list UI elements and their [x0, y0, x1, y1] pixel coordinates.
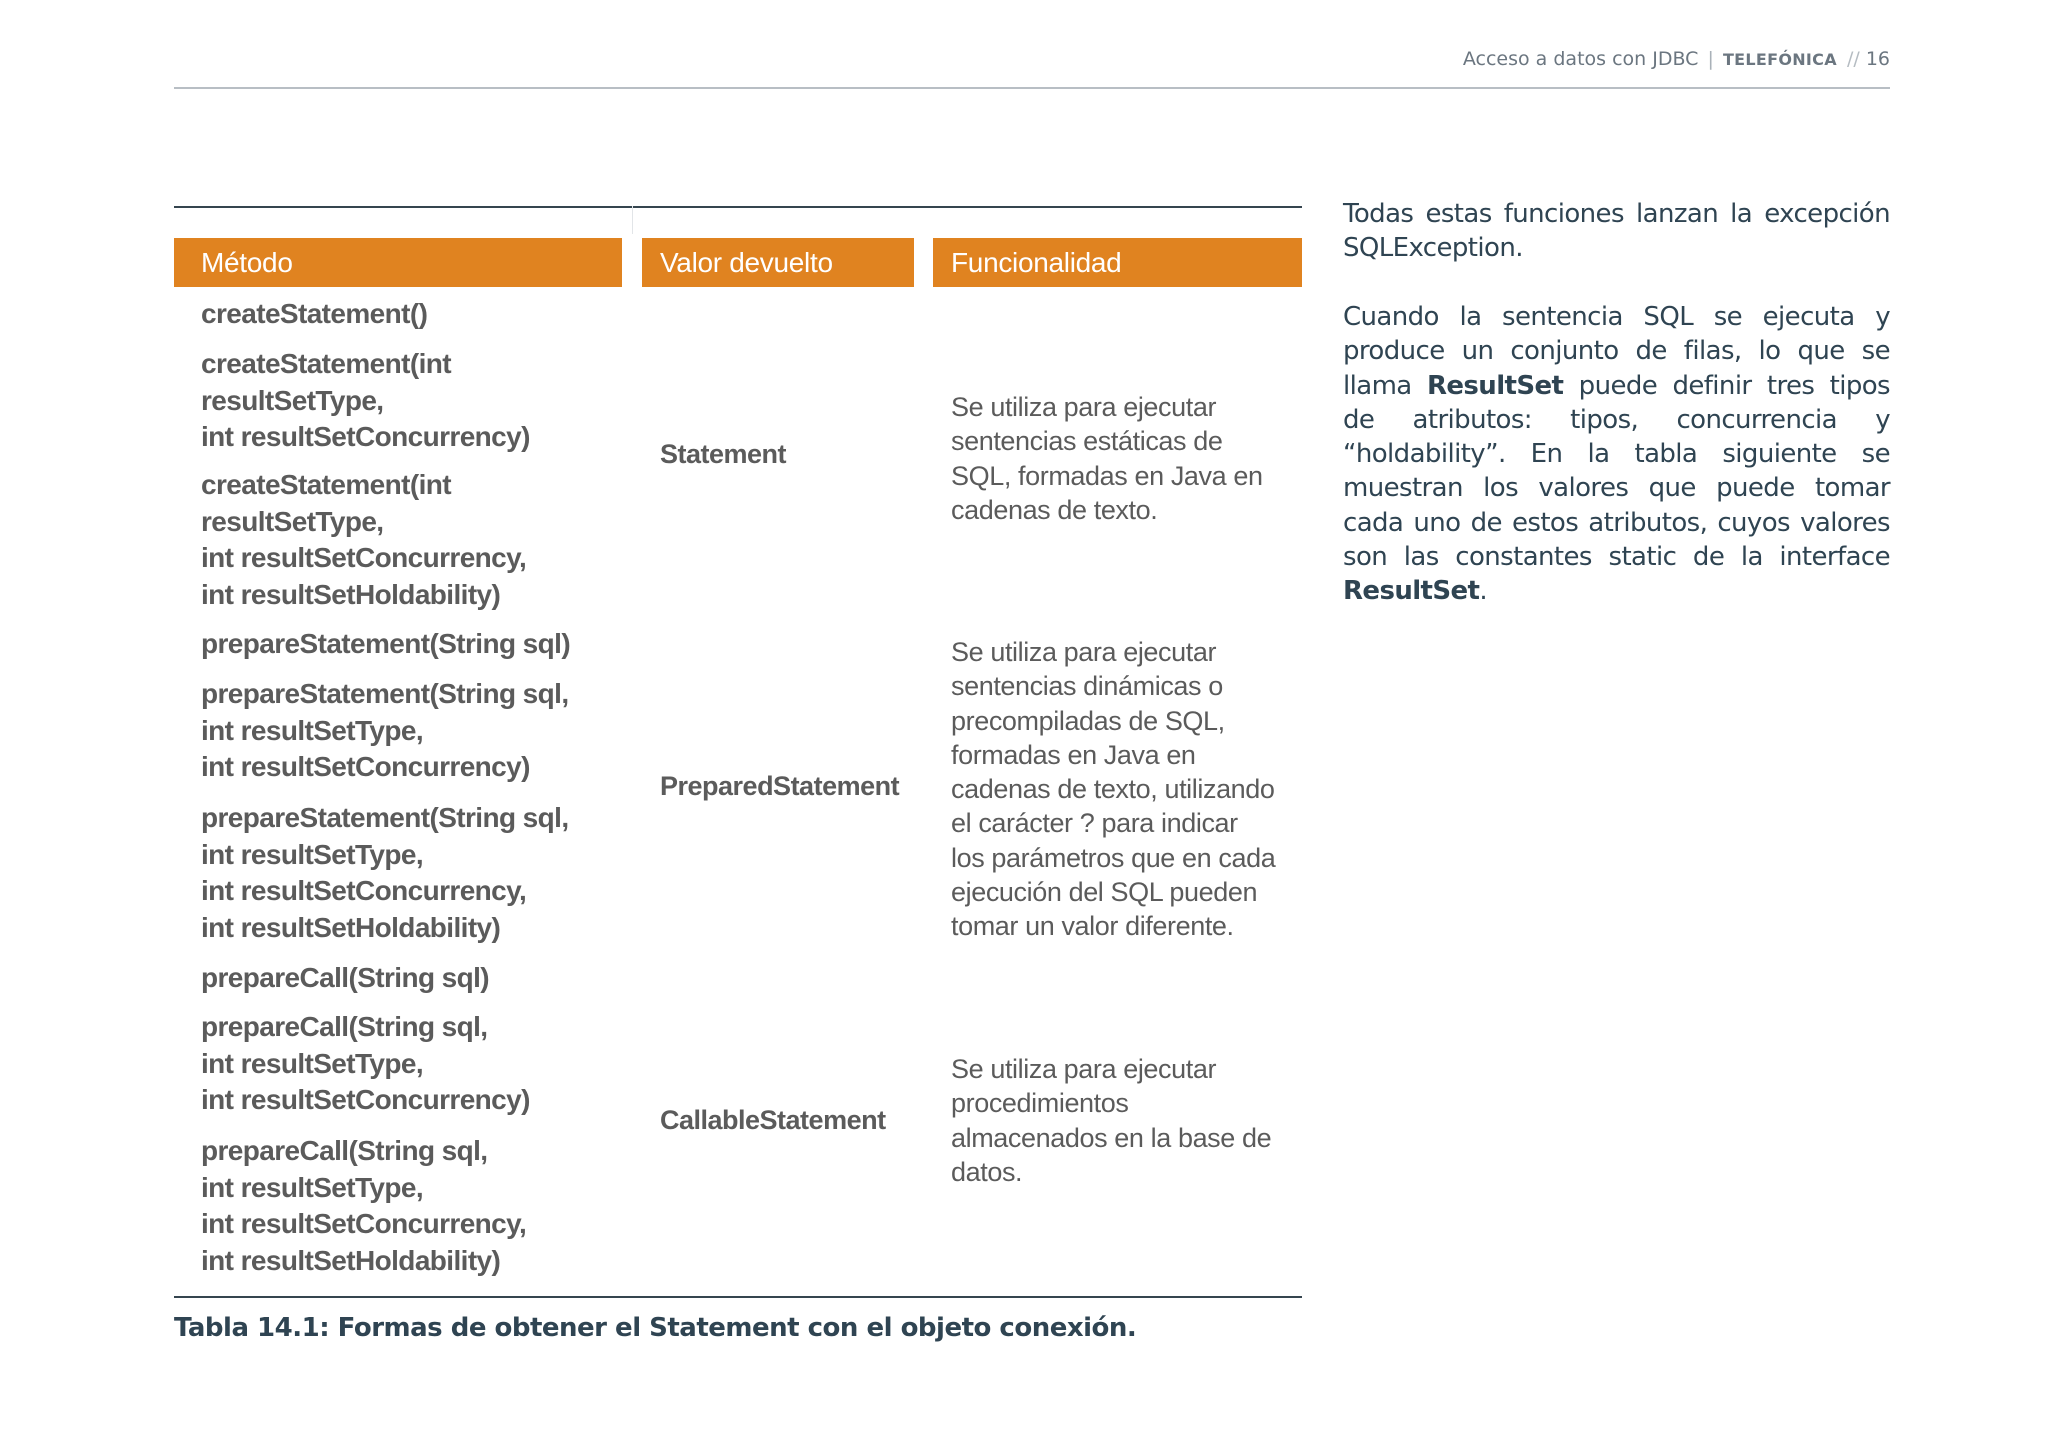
method-cell: [201, 1133, 631, 1279]
method-line: prepareCall(String sql,: [201, 1135, 488, 1166]
functionality-line: formadas en Java en: [951, 739, 1196, 770]
header-divider: [174, 87, 1890, 89]
table-top-rule: [174, 206, 1302, 208]
functionality-line: ejecución del SQL pueden: [951, 877, 1258, 908]
method-line: int resultSetHoldability): [201, 911, 501, 943]
column-header-valor-devuelto: Valor devuelto: [642, 238, 914, 287]
method-line: prepareCall(String sql,: [201, 1011, 488, 1042]
method-cell: [201, 296, 631, 333]
method-cell: [201, 467, 631, 613]
functionality-cell: [951, 1052, 1291, 1189]
method-cell: [201, 1009, 631, 1119]
column-header-metodo: Método: [174, 238, 622, 287]
method-line: createStatement(int: [201, 469, 452, 500]
method-line: int resultSetType,: [201, 714, 424, 746]
functionality-line: el carácter ? para indicar: [951, 808, 1238, 839]
table-caption: Tabla 14.1: Formas de obtener el Statement con el objeto conexión.: [174, 1313, 1137, 1343]
method-line: int resultSetType,: [201, 1047, 424, 1079]
functionality-line: sentencias dinámicas o: [951, 671, 1223, 702]
method-line: createStatement(int: [201, 348, 452, 379]
method-line: int resultSetConcurrency): [201, 421, 530, 452]
functionality-line: precompiladas de SQL,: [951, 705, 1225, 736]
method-line: int resultSetConcurrency,: [201, 1208, 527, 1239]
functionality-line: sentencias estáticas de: [951, 426, 1223, 457]
functionality-line: cadenas de texto.: [951, 494, 1158, 525]
brand-name: TELEFÓNICA: [1722, 50, 1837, 69]
method-line: prepareStatement(String sql): [201, 628, 571, 659]
running-header: [174, 48, 1890, 72]
paragraph-text: puede definir tres tipos de atributos: tipos, concurrencia y “holdability”. En la tabla siguiente se muestran los valores que puede tomar cada uno de estos atributos, cuyos valores son las constantes static de la interface: [1343, 370, 1890, 573]
functionality-line: Se utiliza para ejecutar: [951, 1054, 1217, 1084]
table-top-tick: [632, 206, 633, 234]
paragraph-text: Cuando la sentencia SQL se ejecuta y produce un conjunto de filas, lo que se llama: [1343, 302, 1890, 401]
method-line: int resultSetType,: [201, 838, 424, 870]
functionality-line: los parámetros que en cada: [951, 842, 1276, 873]
method-cell: [201, 800, 631, 946]
functionality-line: cadenas de texto, utilizando: [951, 774, 1275, 805]
method-line: int resultSetHoldability): [201, 578, 501, 610]
paragraph-exception: Todas estas funciones lanzan la excepción SQLException.: [1343, 199, 1890, 264]
return-type-callablestatement: CallableStatement: [660, 1105, 886, 1135]
resultset-term: ResultSet: [1426, 370, 1564, 401]
functionality-cell: [951, 635, 1291, 944]
method-line: resultSetType,: [201, 505, 384, 537]
method-line: int resultSetConcurrency,: [201, 875, 527, 906]
return-type-preparedstatement: PreparedStatement: [660, 771, 900, 801]
header-separator: |: [1707, 48, 1714, 70]
method-line: prepareStatement(String sql,: [201, 678, 569, 709]
table-bottom-rule: [174, 1296, 1302, 1298]
functionality-line: tomar un valor diferente.: [951, 911, 1234, 942]
doc-title: Acceso a datos con JDBC: [1462, 48, 1699, 70]
header-slashes: //: [1846, 48, 1860, 70]
method-line: prepareCall(String sql): [201, 962, 490, 993]
paragraph-text: .: [1479, 576, 1488, 607]
return-type-statement: Statement: [660, 439, 787, 469]
functionality-line: procedimientos: [951, 1088, 1129, 1119]
method-cell: [201, 960, 631, 997]
functionality-line: almacenados en la base de: [951, 1122, 1272, 1153]
paragraph-resultset: [1343, 300, 1890, 609]
functionality-line: Se utiliza para ejecutar: [951, 392, 1217, 422]
resultset-term: ResultSet: [1343, 576, 1480, 607]
functionality-line: Se utiliza para ejecutar: [951, 637, 1217, 667]
page-number: 16: [1865, 48, 1890, 70]
method-line: int resultSetHoldability): [201, 1244, 501, 1276]
functionality-cell: [951, 390, 1291, 527]
method-line: prepareStatement(String sql,: [201, 802, 569, 833]
method-line: createStatement(): [201, 298, 428, 329]
method-line: resultSetType,: [201, 384, 384, 416]
column-header-funcionalidad: Funcionalidad: [933, 238, 1302, 287]
method-cell: [201, 346, 631, 456]
method-line: int resultSetConcurrency,: [201, 542, 527, 573]
functionality-line: SQL, formadas en Java en: [951, 460, 1263, 491]
method-line: int resultSetConcurrency): [201, 1084, 530, 1115]
method-line: int resultSetType,: [201, 1171, 424, 1203]
method-line: int resultSetConcurrency): [201, 751, 530, 782]
method-cell: [201, 676, 631, 786]
functionality-line: datos.: [951, 1156, 1023, 1187]
method-cell: [201, 626, 631, 663]
